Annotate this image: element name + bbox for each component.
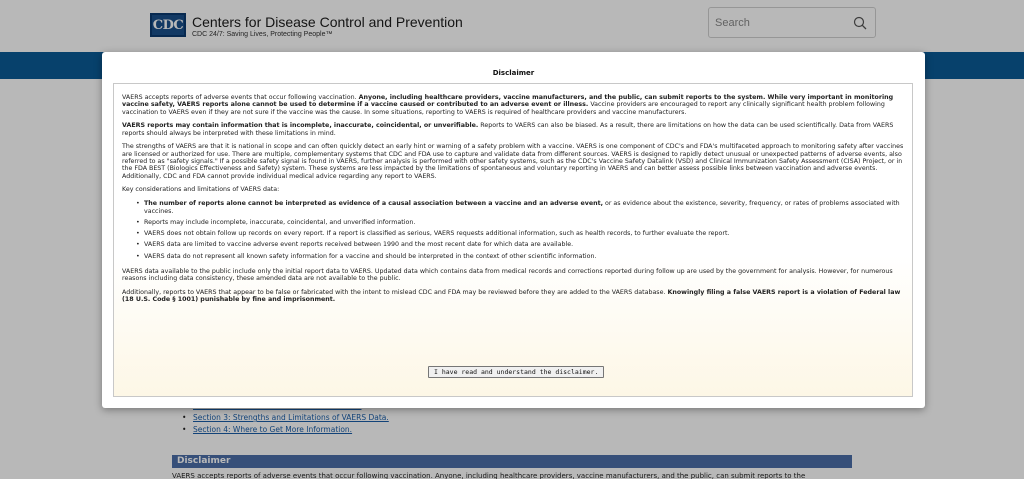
- modal-title: Disclaimer: [492, 69, 535, 77]
- section-heading-disclaimer: Disclaimer: [172, 455, 852, 468]
- paragraph-strengths: The strengths of VAERS are that it is national in scope and can often quickly detect an early hint or warning of a safety problem with a vaccine. VAERS is one component of CDC's and FDA's multifaceted approach to monitoring safety after vaccines are licensed or authorized for use. There are multiple, complementary systems that CDC and FDA use to capture and validate data from different sources. VAERS is designed to rapidly detect unusual or unexpected patterns of adverse events, also referred to as "safety signals." If a possible safety signal is found in VAERS, further analysis is performed with other safety systems, such as the CDC's Vaccine Safety Datalink (VSD) and Clinical Immunization Safety Assessment (CISA) Project, or in the FDA BEST (Biologics Effectiveness and Safety) system. These systems are less impacted by the limitations of spontaneous and voluntary reporting in VAERS and can better assess possible links between vaccination and adverse events. Additionally, CDC and FDA cannot provide individual medical advice regarding any report to VAERS.: [122, 143, 904, 180]
- list-item: • VAERS data do not represent all known safety information for a vaccine and should be interpreted in the context of other scientific information.: [136, 253, 904, 260]
- acknowledge-disclaimer-button[interactable]: I have read and understand the disclaimer.: [428, 366, 604, 378]
- text-span: Vaccine providers are encouraged to report any clinically significant health problem following vaccination to VAERS even if they are not sure if the vaccine was the cause. In some situations, reporting to VAERS is required of healthcare providers and vaccine manufacturers.: [122, 101, 885, 116]
- org-name[interactable]: Centers for Disease Control and Prevention: [192, 14, 463, 30]
- paragraph-public-data: VAERS data available to the public include only the initial report data to VAERS. Updated data which contains data from medical records and corrections reported during follow up are used by the government for analysis. However, for numerous reasons including data consistency, these amended data are not available to the public.: [122, 268, 893, 283]
- text-span: Reports to VAERS can also be biased. As a result, there are limitations on how the data can be used scientifically. Data from VAERS reports should always be interpreted with these limitations in mind.: [122, 122, 894, 137]
- paragraph-false-reports: [122, 289, 904, 304]
- bold-span: Anyone, including healthcare providers, vaccine manufacturers, and the public, can submit reports to the system. While very important in monitoring vaccine safety, VAERS reports alone cannot be used to determine if a vaccine caused or contributed to an adverse event or illness.: [122, 94, 894, 109]
- list-item: • Reports may include incomplete, inaccurate, coincidental, and unverified information.: [136, 219, 904, 226]
- cdc-logo[interactable]: CDC: [150, 13, 186, 37]
- disclaimer-modal: [102, 52, 925, 408]
- toc-link-section-4[interactable]: • Section 4: Where to Get More Information.: [182, 424, 389, 436]
- text-span: VAERS accepts reports of adverse events that occur following vaccination.: [122, 94, 359, 101]
- toc-link-section-3[interactable]: • Section 3: Strengths and Limitations of VAERS Data.: [182, 412, 389, 424]
- bold-span: VAERS reports may contain information that is incomplete, inaccurate, coincidental, or unverifiable.: [122, 122, 479, 130]
- bold-span: The number of reports alone cannot be interpreted as evidence of a causal association between a vaccine and an adverse event,: [144, 200, 603, 208]
- bold-span: Knowingly filing a false VAERS report is a violation of Federal law (18 U.S. Code § 1001) punishable by fine and imprisonment.: [122, 289, 901, 304]
- list-item: • VAERS does not obtain follow up records on every report. If a report is classified as serious, VAERS requests additional information, such as health records, to further evaluate the report.: [136, 230, 904, 237]
- modal-body: [113, 83, 913, 397]
- paragraph-key-considerations: Key considerations and limitations of VAERS data:: [122, 186, 280, 194]
- text-span: Additionally, reports to VAERS that appear to be false or fabricated with the intent to mislead CDC and FDA may be reviewed before they are added to the VAERS database.: [122, 289, 668, 297]
- org-tagline: CDC 24/7: Saving Lives, Protecting People™: [192, 31, 333, 38]
- background-paragraph: VAERS accepts reports of adverse events that occur following vaccination. Anyone, including healthcare providers, vaccine manufacturers, and the public, can submit reports to the: [172, 472, 806, 479]
- list-item: • VAERS data are limited to vaccine adverse event reports received between 1990 and the most recent date for which data are available.: [136, 241, 904, 248]
- paragraph-intro: [122, 94, 904, 116]
- paragraph-limitations: [122, 122, 904, 137]
- considerations-list: [136, 200, 904, 260]
- text-span: or as evidence about the existence, severity, frequency, or rates of problems associated with vaccines.: [144, 200, 900, 215]
- list-item: [136, 200, 904, 215]
